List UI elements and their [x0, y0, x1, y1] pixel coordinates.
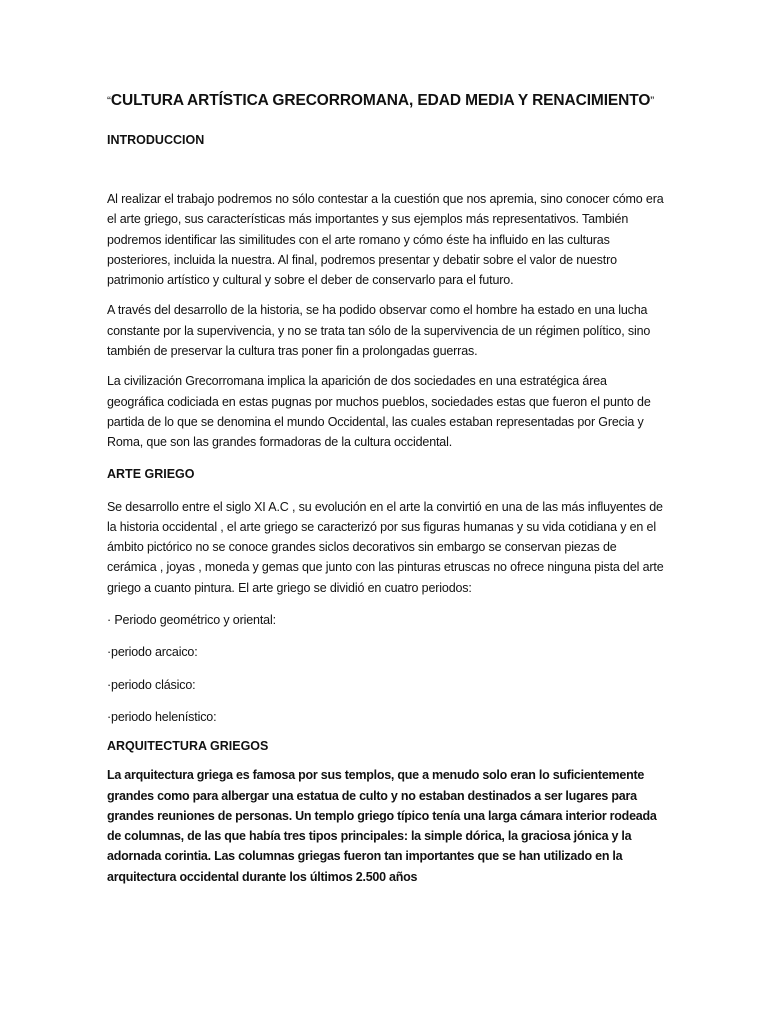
- section-heading-introduccion: INTRODUCCION: [107, 133, 205, 147]
- paragraph: Se desarrollo entre el siglo XI A.C , su evolución en el arte la convirtió en una de las más influyentes de la historia occidental , el arte griego se caracterizó por sus figuras humanas y su vida cotidiana y en el ámbito pictórico no se conoce grandes siclos decorativos sin embargo se conservan piezas de cerámica , joyas , moneda y gemas que junto con las pinturas etruscas no ofrece ninguna pista del arte griego a cuanto pintura. El arte griego se dividió en cuatro periodos:: [107, 499, 664, 595]
- title-close-quote: ”: [650, 94, 655, 108]
- title-text: CULTURA ARTÍSTICA GRECORROMANA, EDAD MEDIA Y RENACIMIENTO: [110, 92, 651, 109]
- document-body: [107, 92, 667, 887]
- period-item: ·periodo clásico:: [107, 677, 196, 692]
- paragraph-bold: La arquitectura griega es famosa por sus templos, que a menudo solo eran lo suficientemente grandes como para albergar una estatua de culto y no estaban destinados a ser lugares para grandes reuniones de personas. Un templo griego típico tenía una larga cámara interior rodeada de columnas, de las que había tres tipos principales: la simple dórica, la graciosa jónica y la adornada corintia. Las columnas griegas fueron tan importantes que se han utilizado en la arquitectura occidental durante los últimos 2.500 años: [107, 768, 657, 884]
- period-item: · Periodo geométrico y oriental:: [107, 613, 276, 628]
- section-heading-arquitectura: ARQUITECTURA GRIEGOS: [107, 739, 269, 754]
- document-title: [107, 92, 667, 110]
- section-heading-arte-griego: ARTE GRIEGO: [107, 466, 195, 481]
- title-open-quote: “: [107, 94, 111, 108]
- paragraph: A través del desarrollo de la historia, se ha podido observar como el hombre ha estado en una lucha constante por la supervivencia, y no se trata tan sólo de la supervivencia de un régimen político, sino también de preservar la cultura tras poner fin a prolongadas guerras.: [107, 303, 651, 359]
- period-item: ·periodo arcaico:: [107, 645, 198, 660]
- paragraph: La civilización Grecorromana implica la aparición de dos sociedades en una estratégica área geográfica codiciada en estas pugnas por muchos pueblos, sociedades estas que fueron el punto de partida de lo que se denomina el mundo Occidental, las cuales estaban representadas por Grecia y Roma, que son las grandes formadoras de la cultura occidental.: [107, 374, 651, 450]
- paragraph: Al realizar el trabajo podremos no sólo contestar a la cuestión que nos apremia, sino conocer cómo era el arte griego, sus características más importantes y sus ejemplos más representativos. También podremos identificar las similitudes con el arte romano y cómo éste ha influido en las culturas posteriores, incluida la nuestra. Al final, podremos presentar y debatir sobre el valor de nuestro patrimonio artístico y cultural y sobre el deber de conservarlo para el futuro.: [107, 192, 664, 288]
- period-item: ·periodo helenístico:: [107, 709, 217, 724]
